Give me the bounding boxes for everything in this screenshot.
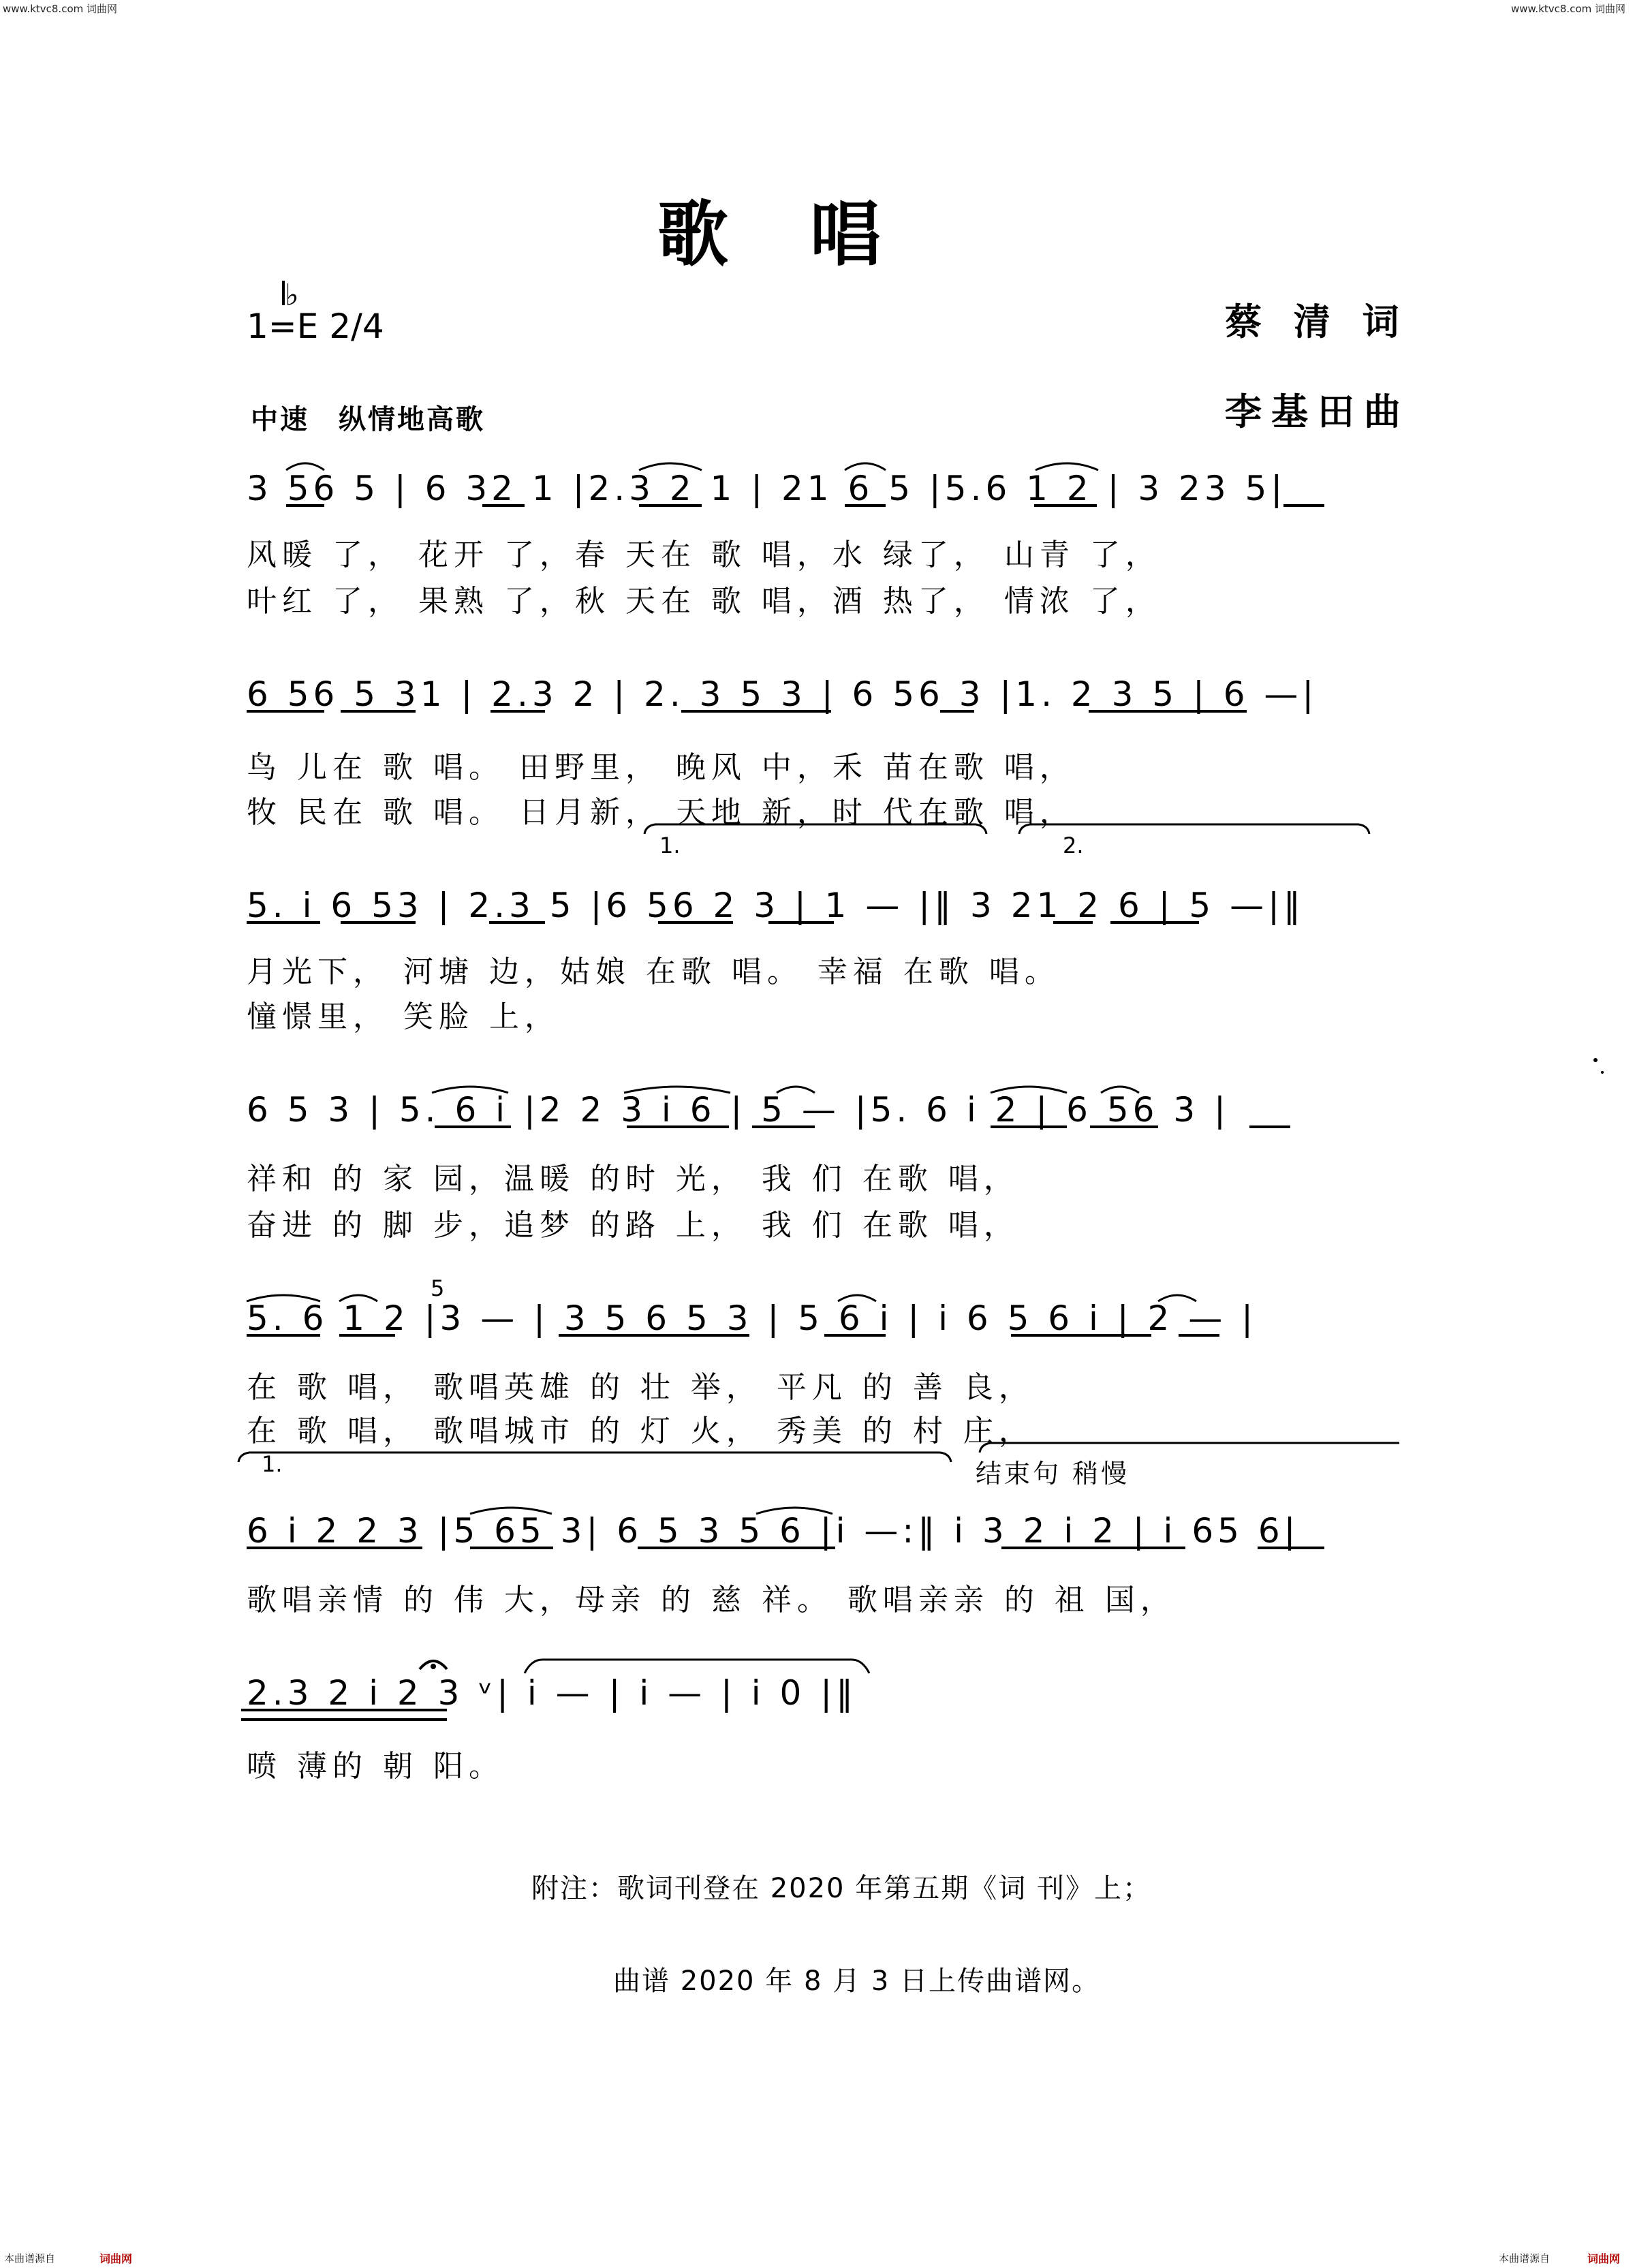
lyric-line-6a: 歌唱亲情 的 伟 大，母亲 的 慈 祥。 歌唱亲亲 的 祖 国， [247, 1583, 1176, 1617]
volta-first-ending: 1. [262, 1451, 283, 1477]
lyric-line-3a: 月光下， 河塘 边，姑娘 在歌 唱。 幸福 在歌 唱。 [247, 954, 1060, 989]
volta-1: 1. [659, 833, 681, 858]
lyric-line-7a: 喷 薄的 朝 阳。 [247, 1749, 504, 1784]
page-title: 歌唱 [657, 193, 963, 276]
lyric-line-1a: 风暖 了， 花开 了，春 天在 歌 唱，水 绿了， 山青 了， [247, 538, 1161, 572]
watermark-top-right: www.ktvc8.com 词曲网 [1511, 3, 1626, 15]
footer-note-2: 曲谱 2020 年 8 月 3 日上传曲谱网。 [613, 1966, 1100, 1997]
notation-line-5: 5. 6 1 2 |3 — | 3 5 6 5 3 | 5 6 i | i 6 5 6 i | 2 — | [247, 1299, 1257, 1338]
notation-line-2: 6 56 5 31 | 2.3 2 | 2. 3 5 3 | 6 56 3 |1. 2 3 5 | 6 —| [247, 674, 1318, 714]
lyric-line-2b: 牧 民在 歌 唱。 日月新， 天地 新，时 代在歌 唱， [247, 795, 1075, 830]
key-signature: 1=E 2/4 [247, 307, 384, 346]
lyric-line-3b: 憧憬里， 笑脸 上， [247, 999, 560, 1034]
lyricist-credit: 蔡 清 词 [1225, 300, 1409, 343]
watermark-bottom-right-logo: 词曲网 [1587, 2252, 1621, 2265]
lyric-line-5a: 在 歌 唱， 歌唱英雄 的 壮 举， 平凡 的 善 良， [247, 1370, 1034, 1405]
watermark-bottom-left-text: 本曲谱源自 [4, 2252, 56, 2265]
lyric-line-1b: 叶红 了， 果熟 了，秋 天在 歌 唱，酒 热了， 情浓 了， [247, 584, 1161, 619]
notation-line-1: 3 56 5 | 6 32 1 |2.3 2 1 | 21 6 5 |5.6 1 2 | 3 23 5| [247, 469, 1287, 508]
lyric-line-4a: 祥和 的 家 园，温暖 的时 光， 我 们 在歌 唱， [247, 1162, 1019, 1196]
notation-line-4: 6 5 3 | 5. 6 i |2 2 3 i 6 | 5 — |5. 6 i 2 | 6 56 3 | [247, 1090, 1230, 1130]
volta-2: 2. [1063, 833, 1084, 858]
lyric-line-4b: 奋进 的 脚 步，追梦 的路 上， 我 们 在歌 唱， [247, 1208, 1019, 1243]
flat-sign: ♭ [285, 278, 299, 313]
composer-credit: 李基田曲 [1225, 390, 1410, 433]
lyric-line-2a: 鸟 儿在 歌 唱。 田野里， 晚风 中，禾 苗在歌 唱， [247, 750, 1075, 785]
notation-line-7: 2.3 2 i 2 3 ᵛ| i — | i — | i 0 |‖ [247, 1673, 858, 1713]
watermark-bottom-left-logo: 词曲网 [99, 2252, 133, 2265]
lyric-line-5b: 在 歌 唱， 歌唱城市 的 灯 火， 秀美 的 村 庄， [247, 1414, 1034, 1448]
watermark-top-left: www.ktvc8.com 词曲网 [3, 3, 118, 15]
grace-note: 5 [431, 1275, 445, 1301]
footer-note-1: 附注：歌词刊登在 2020 年第五期《词 刊》上； [531, 1873, 1151, 1904]
notation-line-6: 6 i 2 2 3 |5 65 3| 6 5 3 5 6 |i —:‖ i 3 2 i 2 | i 65 6| [247, 1511, 1300, 1551]
ending-tempo-marking: 结束句 稍慢 [976, 1459, 1130, 1489]
watermark-bottom-right-text: 本曲谱源自 [1499, 2252, 1551, 2265]
notation-line-3: 5. i 6 53 | 2.3 5 |6 56 2 3 | 1 — |‖ 3 21 2 6 | 5 —|‖ [247, 886, 1305, 925]
tempo-marking: 中速 纵情地高歌 [251, 404, 485, 435]
